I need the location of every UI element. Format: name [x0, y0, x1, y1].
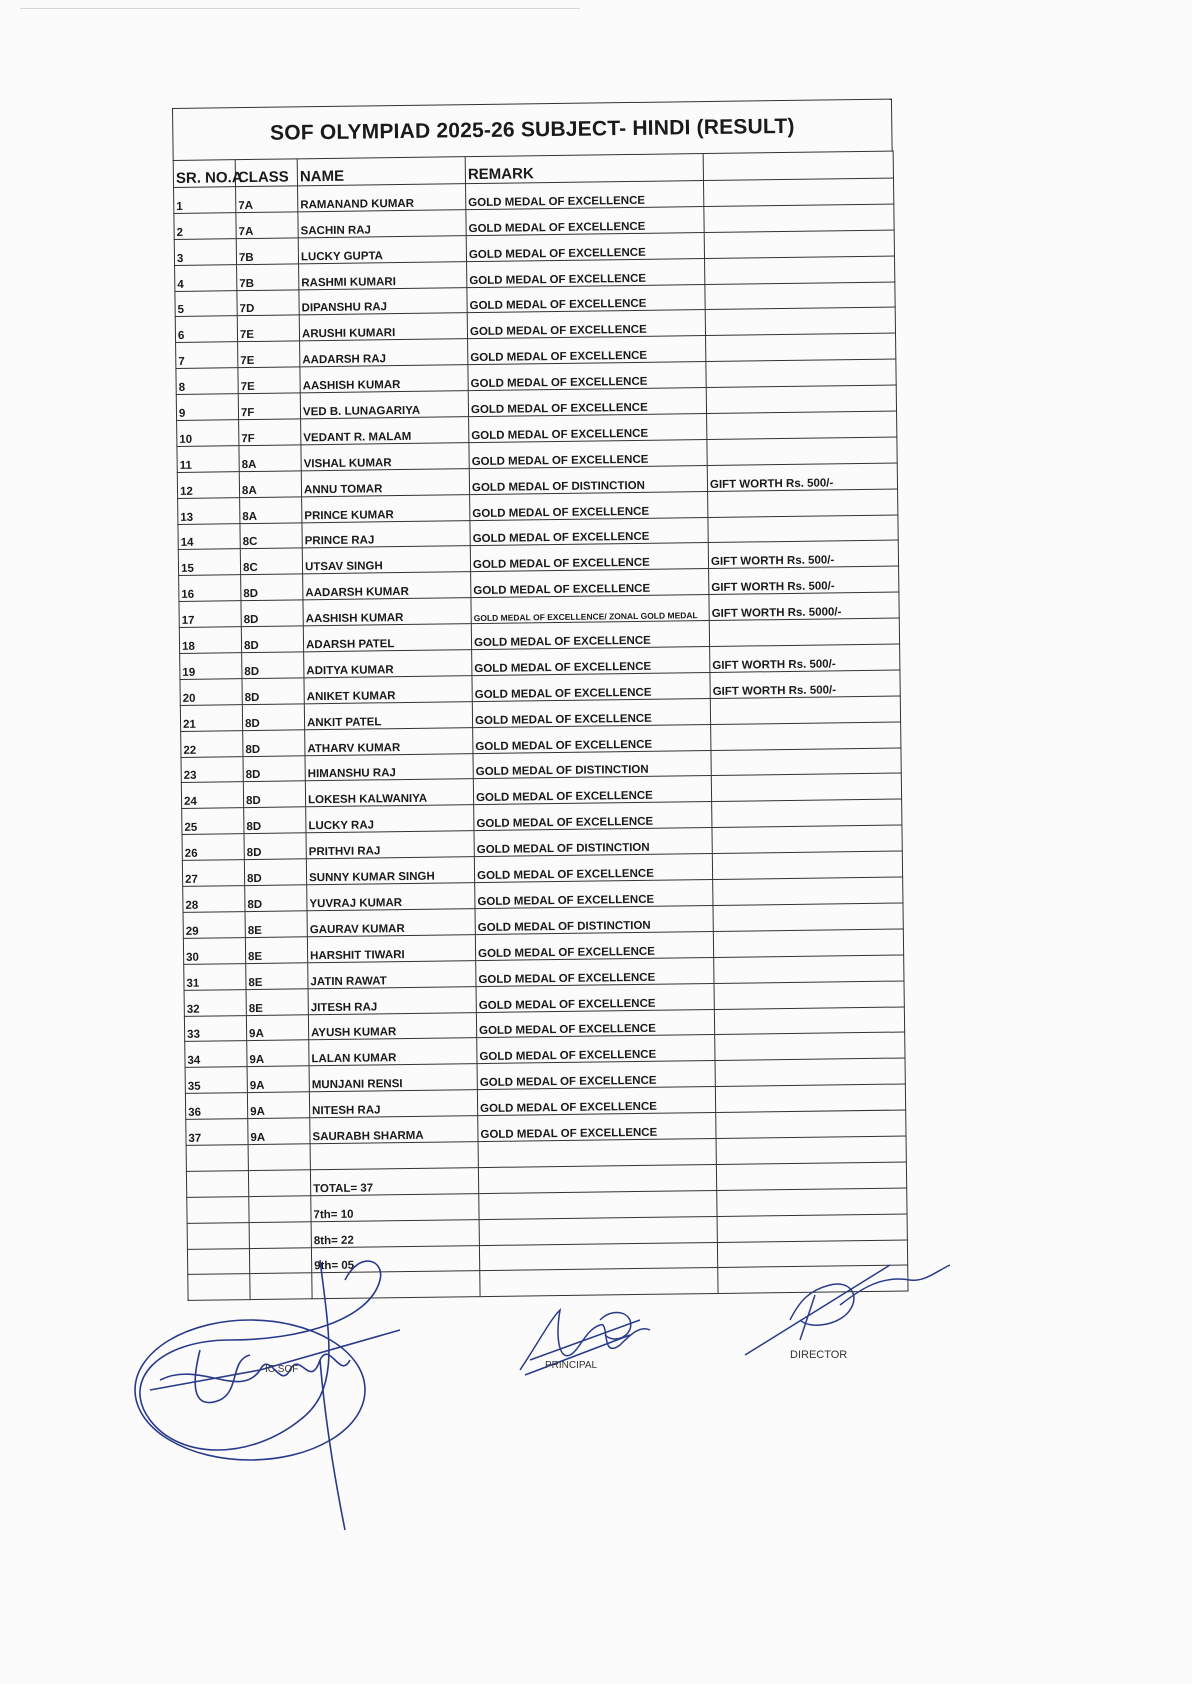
cell-gift	[707, 411, 897, 439]
cell-class: 8E	[245, 911, 307, 938]
cell-class: 7F	[238, 393, 300, 420]
cell-gift	[708, 515, 898, 543]
cell-name: VED B. LUNAGARIYA	[300, 391, 468, 419]
result-sheet	[172, 99, 908, 1308]
cell-name: VISHAL KUMAR	[301, 443, 469, 471]
cell-remark: GOLD MEDAL OF EXCELLENCE	[472, 672, 710, 701]
cell-remark: GOLD MEDAL OF EXCELLENCE	[468, 388, 706, 417]
cell-class: 8D	[243, 781, 305, 808]
cell-name: UTSAV SINGH	[302, 546, 470, 574]
cell-name: ANIKET KUMAR	[304, 676, 472, 704]
cell-remark: GOLD MEDAL OF EXCELLENCE	[476, 957, 714, 986]
cell-class: 9A	[247, 1092, 309, 1119]
cell-class: 8E	[246, 988, 308, 1015]
cell-gift	[714, 1006, 904, 1034]
cell-class: 7A	[236, 212, 298, 239]
summary-cell: 9th= 05	[311, 1245, 479, 1273]
cell-name: ATHARV KUMAR	[305, 727, 473, 755]
cell-sr-no: 18	[179, 627, 241, 654]
cell-sr-no: 27	[182, 860, 244, 887]
cell-class: 7E	[237, 315, 299, 342]
cell-remark: GOLD MEDAL OF EXCELLENCE	[474, 802, 712, 831]
cell-class: 7A	[236, 186, 298, 213]
cell-sr-no: 32	[184, 989, 246, 1016]
cell-sr-no: 16	[179, 575, 241, 602]
summary-empty-cell	[479, 1216, 717, 1245]
cell-name: LALAN KUMAR	[309, 1038, 477, 1066]
cell-name: VEDANT R. MALAM	[301, 417, 469, 445]
cell-name: HARSHIT TIWARI	[307, 934, 475, 962]
cell-class: 7E	[238, 367, 300, 394]
header-gift	[703, 151, 893, 180]
summary-empty-cell	[479, 1242, 717, 1271]
cell-name: AASHISH KUMAR	[300, 365, 468, 393]
cell-class: 8D	[241, 574, 303, 601]
cell-remark: GOLD MEDAL OF DISTINCTION	[475, 905, 713, 934]
cell-gift	[706, 333, 896, 361]
cell-name: RASHMI KUMARI	[299, 261, 467, 289]
cell-name: RAMANAND KUMAR	[298, 184, 466, 212]
cell-gift: GIFT WORTH Rs. 500/-	[707, 463, 897, 491]
cell-gift	[706, 385, 896, 413]
summary-empty-cell	[249, 1196, 311, 1223]
cell-remark: GOLD MEDAL OF EXCELLENCE/ ZONAL GOLD MEDAL	[471, 595, 709, 624]
cell-sr-no: 25	[182, 808, 244, 835]
cell-remark: GOLD MEDAL OF EXCELLENCE	[477, 1087, 715, 1116]
cell-remark: GOLD MEDAL OF EXCELLENCE	[472, 647, 710, 676]
summary-cell: 8th= 22	[311, 1219, 479, 1247]
cell-sr-no: 17	[179, 601, 241, 628]
cell-remark: GOLD MEDAL OF EXCELLENCE	[477, 1035, 715, 1064]
cell-name: SUNNY KUMAR SINGH	[306, 857, 474, 885]
cell-remark: GOLD MEDAL OF DISTINCTION	[474, 828, 712, 857]
summary-empty-cell	[717, 1214, 907, 1242]
cell-name: PRITHVI RAJ	[306, 831, 474, 859]
header-sr-no: SR. NO.A	[173, 160, 235, 188]
cell-gift	[712, 799, 902, 827]
cell-class: 7D	[237, 289, 299, 316]
cell-gift: GIFT WORTH Rs. 500/-	[710, 644, 900, 672]
summary-empty-cell	[248, 1144, 310, 1171]
cell-sr-no: 33	[184, 1015, 246, 1042]
cell-sr-no: 10	[177, 420, 239, 447]
cell-name: AADARSH KUMAR	[303, 572, 471, 600]
summary-empty-cell	[187, 1222, 249, 1249]
header-remark: REMARK	[465, 154, 703, 184]
scan-edge-line	[20, 8, 580, 9]
director-label: DIRECTOR	[790, 1349, 848, 1361]
cell-name: SAURABH SHARMA	[310, 1116, 478, 1144]
header-class: CLASS	[235, 159, 297, 187]
cell-remark: GOLD MEDAL OF EXCELLENCE	[466, 232, 704, 261]
cell-sr-no: 11	[177, 446, 239, 473]
summary-empty-cell	[716, 1136, 906, 1164]
cell-name: ANNU TOMAR	[301, 468, 469, 496]
cell-gift	[711, 773, 901, 801]
cell-gift: GIFT WORTH Rs. 5000/-	[709, 592, 899, 620]
cell-gift	[712, 825, 902, 853]
cell-name: ADITYA KUMAR	[304, 650, 472, 678]
summary-empty-cell	[188, 1274, 250, 1301]
cell-remark: GOLD MEDAL OF EXCELLENCE	[478, 1113, 716, 1142]
result-table-body	[173, 151, 908, 1301]
cell-remark: GOLD MEDAL OF EXCELLENCE	[466, 206, 704, 235]
summary-empty-cell	[718, 1265, 908, 1293]
cell-sr-no: 30	[183, 937, 245, 964]
cell-gift	[714, 955, 904, 983]
cell-sr-no: 19	[180, 653, 242, 680]
summary-empty-cell	[479, 1190, 717, 1219]
cell-sr-no: 36	[185, 1093, 247, 1120]
cell-remark: GOLD MEDAL OF EXCELLENCE	[476, 1009, 714, 1038]
cell-name: LOKESH KALWANIYA	[305, 779, 473, 807]
cell-class: 8D	[241, 600, 303, 627]
cell-remark: GOLD MEDAL OF EXCELLENCE	[471, 569, 709, 598]
cell-sr-no: 4	[175, 264, 237, 291]
cell-class: 8D	[243, 730, 305, 757]
cell-sr-no: 31	[184, 963, 246, 990]
cell-sr-no: 28	[183, 886, 245, 913]
ic-sof-label: IC SOF	[265, 1364, 299, 1375]
cell-name: MUNJANI RENSI	[309, 1064, 477, 1092]
summary-empty-cell	[250, 1273, 312, 1300]
cell-gift: GIFT WORTH Rs. 500/-	[708, 540, 898, 568]
cell-gift	[705, 282, 895, 310]
ic-sof-signature	[135, 1260, 400, 1530]
cell-class: 7F	[239, 419, 301, 446]
cell-gift	[715, 1084, 905, 1112]
cell-class: 8D	[245, 885, 307, 912]
cell-sr-no: 1	[174, 187, 236, 214]
page-title: SOF OLYMPIAD 2025-26 SUBJECT- HINDI (RESULT)	[172, 99, 893, 161]
cell-class: 9A	[246, 1014, 308, 1041]
summary-cell	[310, 1142, 478, 1170]
summary-empty-cell	[478, 1138, 716, 1167]
cell-remark: GOLD MEDAL OF EXCELLENCE	[473, 776, 711, 805]
cell-sr-no: 34	[185, 1041, 247, 1068]
cell-sr-no: 20	[180, 679, 242, 706]
cell-name: AADARSH RAJ	[300, 339, 468, 367]
cell-class: 8D	[244, 859, 306, 886]
cell-class: 7B	[237, 264, 299, 291]
cell-name: HIMANSHU RAJ	[305, 753, 473, 781]
cell-class: 9A	[248, 1118, 310, 1145]
cell-remark: GOLD MEDAL OF EXCELLENCE	[471, 621, 709, 650]
cell-name: YUVRAJ KUMAR	[307, 883, 475, 911]
cell-sr-no: 3	[174, 238, 236, 265]
cell-sr-no: 12	[177, 471, 239, 498]
summary-empty-cell	[187, 1248, 249, 1275]
cell-name: PRINCE RAJ	[302, 520, 470, 548]
cell-class: 8D	[244, 807, 306, 834]
summary-cell: TOTAL= 37	[310, 1167, 478, 1195]
signature-area	[0, 1300, 1192, 1620]
cell-remark: GOLD MEDAL OF EXCELLENCE	[468, 362, 706, 391]
cell-sr-no: 35	[185, 1067, 247, 1094]
cell-sr-no: 21	[180, 704, 242, 731]
cell-class: 8C	[240, 548, 302, 575]
cell-class: 7B	[236, 238, 298, 265]
cell-remark: GOLD MEDAL OF EXCELLENCE	[473, 724, 711, 753]
summary-empty-cell	[717, 1188, 907, 1216]
cell-remark: GOLD MEDAL OF DISTINCTION	[469, 465, 707, 494]
cell-gift	[713, 929, 903, 957]
cell-gift: GIFT WORTH Rs. 500/-	[709, 566, 899, 594]
cell-name: JATIN RAWAT	[308, 960, 476, 988]
cell-gift	[704, 230, 894, 258]
summary-empty-cell	[187, 1196, 249, 1223]
cell-gift	[713, 877, 903, 905]
cell-remark: GOLD MEDAL OF EXCELLENCE	[469, 414, 707, 443]
cell-sr-no: 9	[176, 394, 238, 421]
cell-name: LUCKY RAJ	[306, 805, 474, 833]
cell-gift	[708, 489, 898, 517]
summary-empty-cell	[249, 1247, 311, 1274]
summary-empty-cell	[480, 1268, 718, 1297]
cell-sr-no: 15	[178, 549, 240, 576]
cell-remark: GOLD MEDAL OF EXCELLENCE	[467, 310, 705, 339]
cell-gift	[705, 256, 895, 284]
cell-remark: GOLD MEDAL OF EXCELLENCE	[474, 854, 712, 883]
summary-empty-cell	[186, 1145, 248, 1172]
cell-name: NITESH RAJ	[309, 1090, 477, 1118]
cell-class: 8E	[246, 963, 308, 990]
cell-class: 8A	[239, 445, 301, 472]
cell-gift	[710, 696, 900, 724]
cell-name: SACHIN RAJ	[298, 210, 466, 238]
cell-sr-no: 2	[174, 213, 236, 240]
result-table	[173, 151, 909, 1302]
cell-remark: GOLD MEDAL OF EXCELLENCE	[472, 698, 710, 727]
cell-remark: GOLD MEDAL OF EXCELLENCE	[470, 491, 708, 520]
summary-cell: 7th= 10	[311, 1193, 479, 1221]
cell-class: 8E	[245, 937, 307, 964]
cell-remark: GOLD MEDAL OF EXCELLENCE	[475, 880, 713, 909]
cell-sr-no: 13	[178, 497, 240, 524]
cell-class: 7E	[238, 341, 300, 368]
cell-sr-no: 23	[181, 756, 243, 783]
cell-name: AYUSH KUMAR	[308, 1012, 476, 1040]
cell-gift	[715, 1032, 905, 1060]
cell-class: 9A	[247, 1066, 309, 1093]
cell-name: PRINCE KUMAR	[302, 494, 470, 522]
cell-remark: GOLD MEDAL OF EXCELLENCE	[476, 983, 714, 1012]
summary-empty-cell	[249, 1221, 311, 1248]
cell-class: 9A	[247, 1040, 309, 1067]
cell-gift	[714, 981, 904, 1009]
cell-name: ANKIT PATEL	[304, 701, 472, 729]
cell-sr-no: 29	[183, 912, 245, 939]
cell-gift	[715, 1058, 905, 1086]
summary-empty-cell	[186, 1170, 248, 1197]
cell-gift	[709, 618, 899, 646]
cell-sr-no: 7	[176, 342, 238, 369]
cell-remark: GOLD MEDAL OF EXCELLENCE	[470, 543, 708, 572]
cell-name: JITESH RAJ	[308, 986, 476, 1014]
cell-remark: GOLD MEDAL OF EXCELLENCE	[470, 517, 708, 546]
cell-gift: GIFT WORTH Rs. 500/-	[710, 670, 900, 698]
summary-empty-cell	[717, 1239, 907, 1267]
cell-gift	[713, 903, 903, 931]
summary-empty-cell	[248, 1170, 310, 1197]
cell-remark: GOLD MEDAL OF EXCELLENCE	[475, 931, 713, 960]
summary-empty-cell	[716, 1162, 906, 1190]
cell-class: 8D	[243, 755, 305, 782]
cell-sr-no: 26	[182, 834, 244, 861]
cell-name: DIPANSHU RAJ	[299, 287, 467, 315]
cell-name: ADARSH PATEL	[303, 624, 471, 652]
cell-remark: GOLD MEDAL OF EXCELLENCE	[469, 439, 707, 468]
header-name: NAME	[297, 157, 465, 186]
cell-gift	[703, 178, 893, 206]
cell-gift	[704, 204, 894, 232]
cell-gift	[706, 359, 896, 387]
cell-class: 8A	[239, 471, 301, 498]
cell-gift	[711, 722, 901, 750]
cell-gift	[705, 308, 895, 336]
cell-remark: GOLD MEDAL OF EXCELLENCE	[467, 258, 705, 287]
cell-name: ARUSHI KUMARI	[299, 313, 467, 341]
cell-class: 8D	[241, 626, 303, 653]
summary-empty-cell	[478, 1164, 716, 1193]
cell-remark: GOLD MEDAL OF EXCELLENCE	[466, 181, 704, 210]
cell-class: 8D	[242, 652, 304, 679]
cell-remark: GOLD MEDAL OF EXCELLENCE	[467, 284, 705, 313]
cell-class: 8D	[242, 704, 304, 731]
cell-remark: GOLD MEDAL OF EXCELLENCE	[477, 1061, 715, 1090]
cell-name: LUCKY GUPTA	[298, 235, 466, 263]
cell-sr-no: 37	[186, 1119, 248, 1146]
cell-class: 8D	[242, 678, 304, 705]
cell-remark: GOLD MEDAL OF EXCELLENCE	[468, 336, 706, 365]
cell-sr-no: 14	[178, 523, 240, 550]
cell-sr-no: 24	[181, 782, 243, 809]
cell-class: 8C	[240, 522, 302, 549]
cell-gift	[716, 1110, 906, 1138]
cell-class: 8A	[240, 497, 302, 524]
cell-class: 8D	[244, 833, 306, 860]
cell-gift	[711, 748, 901, 776]
cell-gift	[712, 851, 902, 879]
principal-label: PRINCIPAL	[545, 1360, 598, 1371]
cell-gift	[707, 437, 897, 465]
cell-sr-no: 8	[176, 368, 238, 395]
cell-sr-no: 6	[175, 316, 237, 343]
cell-remark: GOLD MEDAL OF DISTINCTION	[473, 750, 711, 779]
cell-name: AASHISH KUMAR	[303, 598, 471, 626]
cell-sr-no: 22	[181, 730, 243, 757]
summary-cell	[312, 1271, 480, 1299]
cell-name: GAURAV KUMAR	[307, 909, 475, 937]
cell-sr-no: 5	[175, 290, 237, 317]
